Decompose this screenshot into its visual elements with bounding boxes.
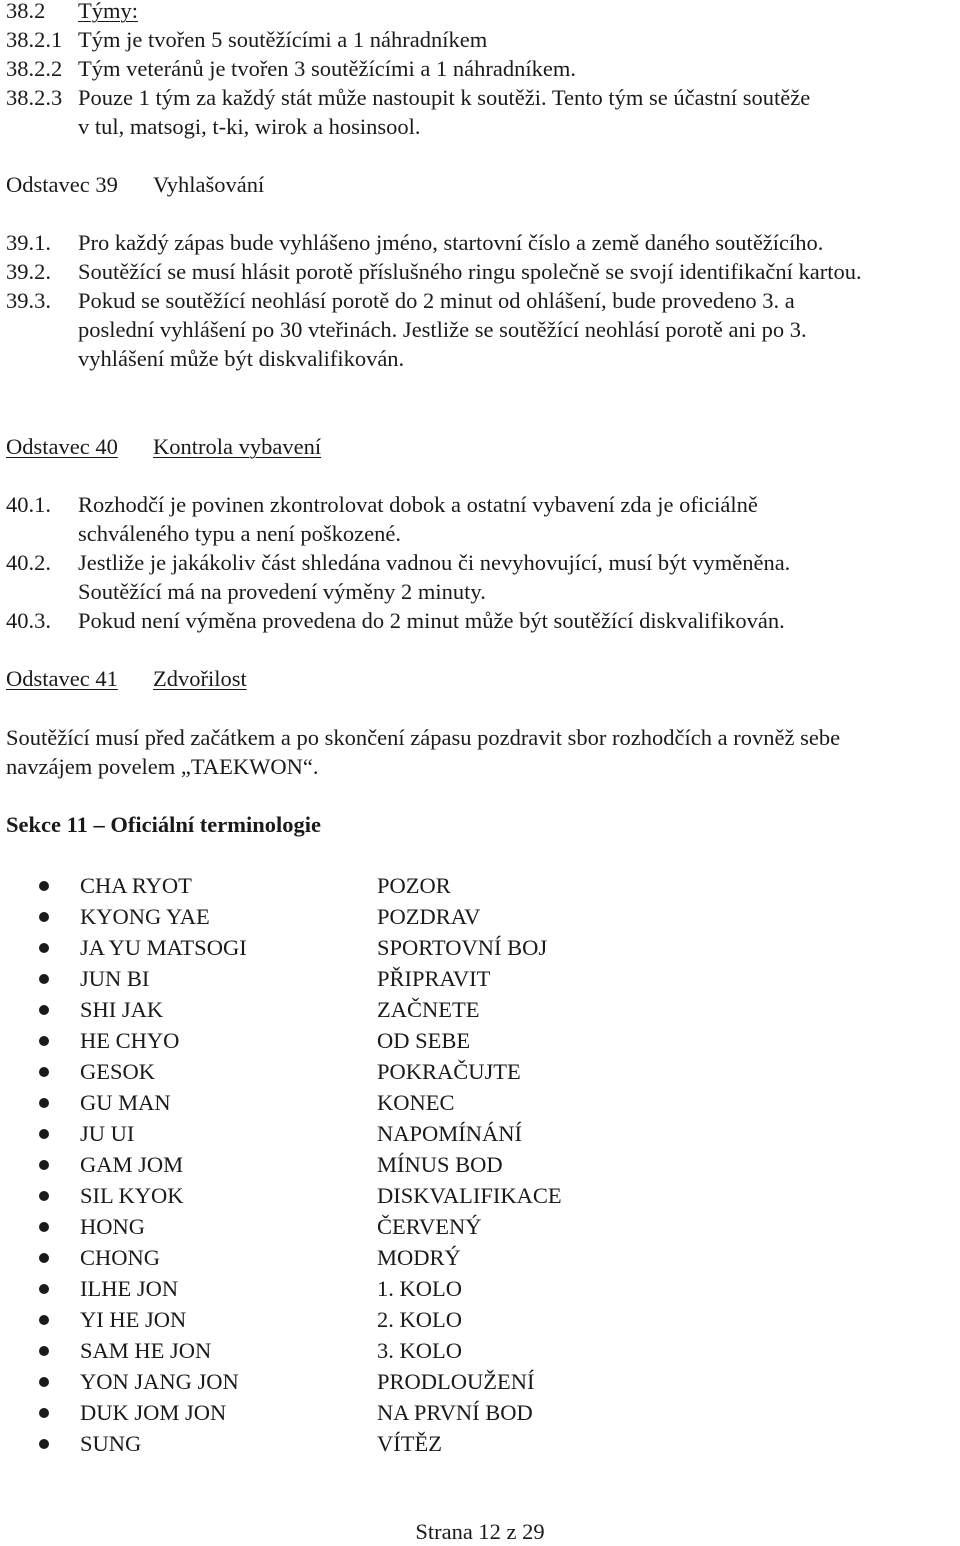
term-row — [0, 1428, 960, 1459]
term-row — [0, 963, 960, 994]
item-number: 39.3. — [6, 288, 51, 313]
item-number: 39.1. — [6, 230, 51, 255]
item-text: Soutěžící se musí hlásit porotě příslušného ringu společně se svojí identifikační kartou. — [78, 259, 862, 284]
term-czech: KONEC — [377, 1090, 455, 1115]
term-czech: VÍTĚZ — [377, 1431, 442, 1456]
bullet-icon — [39, 1284, 49, 1294]
bullet-icon — [39, 1098, 49, 1108]
page-footer: Strana 12 z 29 — [415, 1519, 545, 1544]
item-text: Tým je tvořen 5 soutěžícími a 1 náhradníkem — [78, 27, 488, 52]
term-korean: JA YU MATSOGI — [80, 935, 247, 960]
term-korean: DUK JOM JON — [80, 1400, 227, 1425]
term-czech: MODRÝ — [377, 1245, 461, 1270]
bullet-icon — [39, 1005, 49, 1015]
term-row — [0, 1304, 960, 1335]
bullet-icon — [39, 1377, 49, 1387]
term-korean: SHI JAK — [80, 997, 164, 1022]
bullet-icon — [39, 1129, 49, 1139]
term-korean: ILHE JON — [80, 1276, 179, 1301]
term-korean: SUNG — [80, 1431, 142, 1456]
term-czech: POKRAČUJTE — [377, 1059, 521, 1084]
bullet-icon — [39, 1439, 49, 1449]
term-row — [0, 1180, 960, 1211]
bullet-icon — [39, 1315, 49, 1325]
item-number: 38.2.2 — [6, 56, 63, 81]
bullet-icon — [39, 1253, 49, 1263]
term-row — [0, 932, 960, 963]
term-korean: HE CHYO — [80, 1028, 180, 1053]
paragraph-text: navzájem povelem „TAEKWON“. — [6, 754, 319, 779]
odstavec-39-title: Vyhlašování — [153, 172, 265, 197]
odstavec-40-label: Odstavec 40 — [6, 434, 118, 459]
term-korean: CHONG — [80, 1245, 161, 1270]
item-text: Pokud není výměna provedena do 2 minut může být soutěžící diskvalifikován. — [78, 608, 785, 633]
item-text: Pro každý zápas bude vyhlášeno jméno, startovní číslo a země daného soutěžícího. — [78, 230, 824, 255]
bullet-icon — [39, 943, 49, 953]
term-czech: 1. KOLO — [377, 1276, 462, 1301]
bullet-icon — [39, 881, 49, 891]
item-text: Pouze 1 tým za každý stát může nastoupit k soutěži. Tento tým se účastní soutěže — [78, 85, 811, 110]
term-korean: YI HE JON — [80, 1307, 187, 1332]
term-row — [0, 1335, 960, 1366]
bullet-icon — [39, 1067, 49, 1077]
bullet-icon — [39, 1160, 49, 1170]
paragraph-text: Soutěžící musí před začátkem a po skončení zápasu pozdravit sbor rozhodčích a rovněž sebe — [6, 725, 841, 750]
term-row — [0, 1149, 960, 1180]
odstavec-41-paragraph-continuation — [6, 753, 318, 781]
term-czech: 2. KOLO — [377, 1307, 462, 1332]
item-text: Tým veteránů je tvořen 3 soutěžícími a 1 náhradníkem. — [78, 56, 576, 81]
item-text: Rozhodčí je povinen zkontrolovat dobok a ostatní vybavení zda je oficiálně — [78, 492, 758, 517]
odstavec-40-heading — [6, 433, 322, 461]
item-number: 40.1. — [6, 492, 51, 517]
term-row — [0, 1087, 960, 1118]
term-row — [0, 1211, 960, 1242]
term-czech: NA PRVNÍ BOD — [377, 1400, 533, 1425]
bullet-icon — [39, 1346, 49, 1356]
term-korean: GESOK — [80, 1059, 156, 1084]
term-row — [0, 1025, 960, 1056]
odstavec-41-paragraph — [6, 724, 840, 752]
term-korean: CHA RYOT — [80, 873, 192, 898]
item-number: 38.2.1 — [6, 27, 63, 52]
term-czech: 3. KOLO — [377, 1338, 462, 1363]
term-korean: GU MAN — [80, 1090, 171, 1115]
item-text: Soutěžící má na provedení výměny 2 minuty. — [78, 579, 486, 604]
odstavec-41-title: Zdvořilost — [153, 666, 247, 691]
term-czech: PRODLOUŽENÍ — [377, 1369, 535, 1394]
term-korean: SIL KYOK — [80, 1183, 184, 1208]
term-row — [0, 994, 960, 1025]
term-row — [0, 1366, 960, 1397]
item-number: 40.3. — [6, 608, 51, 633]
section-38-number: 38.2 — [6, 0, 46, 23]
term-czech: SPORTOVNÍ BOJ — [377, 935, 548, 960]
term-row — [0, 1397, 960, 1428]
term-row — [0, 1118, 960, 1149]
term-korean: JU UI — [80, 1121, 135, 1146]
item-number: 39.2. — [6, 259, 51, 284]
bullet-icon — [39, 912, 49, 922]
item-text: vyhlášení může být diskvalifikován. — [78, 346, 405, 371]
term-czech: ZAČNETE — [377, 997, 480, 1022]
item-text: v tul, matsogi, t-ki, wirok a hosinsool. — [78, 114, 421, 139]
term-korean: GAM JOM — [80, 1152, 184, 1177]
term-korean: SAM HE JON — [80, 1338, 212, 1363]
term-czech: MÍNUS BOD — [377, 1152, 503, 1177]
bullet-icon — [39, 1036, 49, 1046]
item-number: 38.2.3 — [6, 85, 63, 110]
odstavec-40-title: Kontrola vybavení — [153, 434, 322, 459]
term-korean: KYONG YAE — [80, 904, 210, 929]
term-czech: PŘIPRAVIT — [377, 966, 491, 991]
term-czech: DISKVALIFIKACE — [377, 1183, 562, 1208]
bullet-icon — [39, 974, 49, 984]
odstavec-39-label: Odstavec 39 — [6, 172, 118, 197]
term-korean: JUN BI — [80, 966, 150, 991]
term-czech: OD SEBE — [377, 1028, 471, 1053]
item-text: schváleného typu a není poškozené. — [78, 521, 402, 546]
term-czech: POZDRAV — [377, 904, 481, 929]
odstavec-41-heading — [6, 665, 247, 693]
section-38-title: Týmy: — [78, 0, 138, 23]
item-number: 40.2. — [6, 550, 51, 575]
term-row — [0, 870, 960, 901]
term-row — [0, 901, 960, 932]
term-row — [0, 1273, 960, 1304]
item-text: Jestliže je jakákoliv část shledána vadnou či nevyhovující, musí být vyměněna. — [78, 550, 791, 575]
odstavec-41-label: Odstavec 41 — [6, 666, 118, 691]
term-czech: POZOR — [377, 873, 451, 898]
sekce-11-title: Sekce 11 – Oficiální terminologie — [6, 812, 321, 837]
item-text: Pokud se soutěžící neohlásí porotě do 2 minut od ohlášení, bude provedeno 3. a — [78, 288, 795, 313]
term-row — [0, 1242, 960, 1273]
odstavec-39-heading — [6, 171, 265, 199]
bullet-icon — [39, 1222, 49, 1232]
term-korean: YON JANG JON — [80, 1369, 239, 1394]
term-row — [0, 1056, 960, 1087]
term-korean: HONG — [80, 1214, 145, 1239]
bullet-icon — [39, 1408, 49, 1418]
item-text: poslední vyhlášení po 30 vteřinách. Jestliže se soutěžící neohlásí porotě ani po 3. — [78, 317, 807, 342]
term-czech: ČERVENÝ — [377, 1214, 482, 1239]
term-czech: NAPOMÍNÁNÍ — [377, 1121, 522, 1146]
bullet-icon — [39, 1191, 49, 1201]
